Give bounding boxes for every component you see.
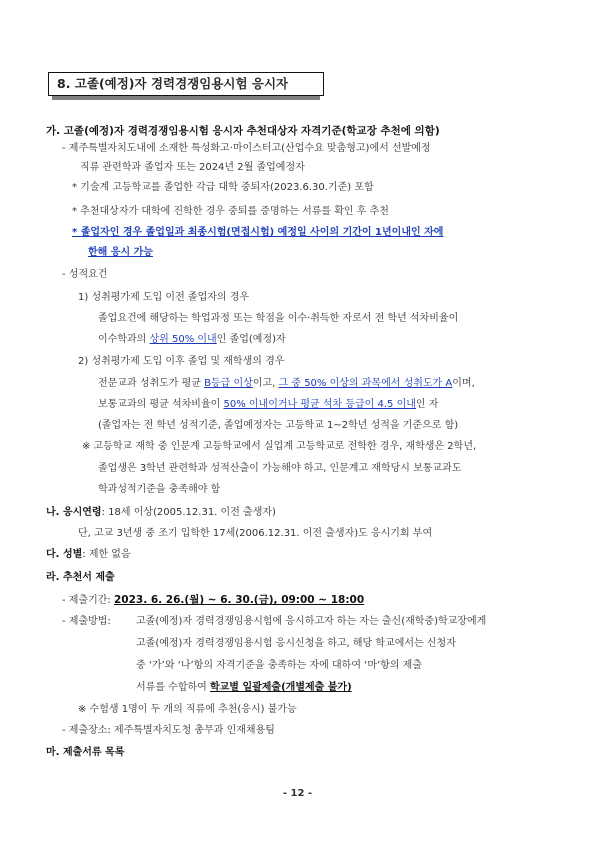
grade-sub2-title: 2) 성취평가제 도입 이후 졸업 및 재학생의 경우: [78, 356, 285, 367]
section-ra-heading: 라. 추천서 제출: [46, 572, 115, 583]
submission-place: - 제출장소: 제주특별자치도청 총무과 인재채용팀: [62, 725, 275, 736]
grade-sub2-line2-a: 보통교과의 평균 석차비율이: [98, 399, 224, 410]
grade-sub2-line1: [98, 377, 475, 391]
grade-sub1-line2: [98, 333, 286, 347]
section-na-line1: [46, 506, 276, 520]
page-number: - 12 -: [282, 788, 313, 799]
ga-note-3-line1: * 졸업자인 경우 졸업일과 최종시험(면접시험) 예정일 사이의 기간이 1년이내인 자에: [72, 227, 444, 238]
grade-sub1-line2-underlined: 상위 50% 이내: [149, 334, 217, 345]
section-da: [46, 548, 131, 562]
submission-period: [62, 593, 364, 608]
section-ga-heading: 가. 고졸(예정)자 경력경쟁임용시험 응시자 추천대상자 자격기준(학교장 추천에 의함): [46, 125, 440, 137]
grade-requirements-header: - 성적요건: [62, 269, 108, 280]
grade-sub2-line2: [98, 398, 438, 412]
section-ma-heading: 마. 제출서류 목록: [46, 747, 125, 758]
age-label: 나. 응시연령: [46, 507, 102, 518]
grade-sub2-line3: (졸업자는 전 학년 성적기준, 졸업예정자는 고등학교 1~2학년 성적을 기준으로 함): [98, 420, 459, 431]
gender-text: : 제한 없음: [82, 549, 131, 560]
submission-method-line1: 고졸(예정)자 경력경쟁임용시험에 응시하고자 하는 자는 출신(재학중)학교장에게: [136, 616, 487, 627]
submission-method-line2: 고졸(예정)자 경력경쟁임용시험 응시신청을 하고, 해당 학교에서는 신청자: [136, 638, 456, 649]
gender-label: 다. 성별: [46, 549, 83, 560]
age-text: : 18세 이상(2005.12.31. 이전 출생자): [101, 507, 276, 518]
grade-sub2-line1-b: B등급 이상: [204, 378, 253, 389]
submission-method-line4-pre: 서류를 수합하여: [136, 682, 210, 693]
grade-sub2-line2-b: 50% 이내이거나 평균 석차 등급이 4.5 이내: [223, 399, 416, 410]
submission-method-label: - 제출방법:: [62, 616, 111, 627]
ga-note-2: * 추천대상자가 대학에 진학한 경우 중퇴를 증명하는 서류를 확인 후 추천: [72, 206, 389, 217]
ga-note-1: * 기술계 고등학교를 졸업한 각급 대학 중퇴자(2023.6.30.기준) 포함: [72, 182, 374, 193]
ga-eligibility-line2: 직류 관련학과 졸업자 또는 2024년 2월 졸업예정자: [80, 162, 305, 173]
grade-sub1-title: 1) 성취평가제 도입 이전 졸업자의 경우: [78, 292, 250, 303]
submission-method-line4: [136, 681, 352, 695]
age-exception: 단, 고교 3년생 중 조기 입학한 17세(2006.12.31. 이전 출생자)도 응시기회 부여: [78, 528, 433, 539]
submission-period-label: - 제출기간:: [62, 595, 111, 606]
section-title-box: [48, 72, 322, 102]
duplicate-recommendation-note: ※ 수험생 1명이 두 개의 직류에 추천(응시) 불가능: [78, 704, 297, 715]
grade-sub2-line1-a: 전문교과 성취도가 평균: [98, 378, 205, 389]
grade-sub2-line2-c: 인 자: [415, 399, 439, 410]
grade-sub2-line1-d: 그 중 50% 이상의 과목에서 성취도가 A: [278, 378, 453, 389]
transfer-note-line1: ※ 고등학교 재학 중 인문계 고등학교에서 실업계 고등학교로 전학한 경우, 재학생은 2학년,: [82, 441, 477, 452]
grade-sub2-line1-c: 이고,: [252, 378, 279, 389]
grade-sub1-line2-pre: 이수학과의: [98, 334, 150, 345]
submission-period-value: 2023. 6. 26.(월) ~ 6. 30.(금), 09:00 ~ 18:00: [113, 594, 365, 606]
ga-note-3-line2: 한해 응시 가능: [88, 247, 153, 258]
ga-eligibility-line1: - 제주특별자치도내에 소재한 특성화고·마이스터고(산업수요 맞춤형고)에서 선발예정: [62, 143, 431, 154]
transfer-note-line2: 졸업생은 3학년 관련학과 성적산출이 가능해야 하고, 인문계고 재학당시 보통교과도: [98, 463, 462, 474]
grade-sub2-line1-e: 이며,: [452, 378, 475, 389]
grade-sub1-line1: 졸업요건에 해당하는 학업과정 또는 학점을 이수·취득한 자로서 전 학년 석차비율이: [98, 313, 459, 324]
section-title: 8. 고졸(예정)자 경력경쟁임용시험 응시자: [48, 72, 324, 96]
submission-method-line3: 중 ‘가’와 ‘나’항의 자격기준을 충족하는 자에 대하여 ‘마’항의 제출: [136, 660, 423, 671]
submission-method-line4-bold: 학교별 일괄제출(개별제출 불가): [209, 682, 352, 693]
transfer-note-line3: 학과성적기준을 충족해야 함: [98, 484, 221, 495]
grade-sub1-line2-post: 인 졸업(예정)자: [216, 334, 286, 345]
